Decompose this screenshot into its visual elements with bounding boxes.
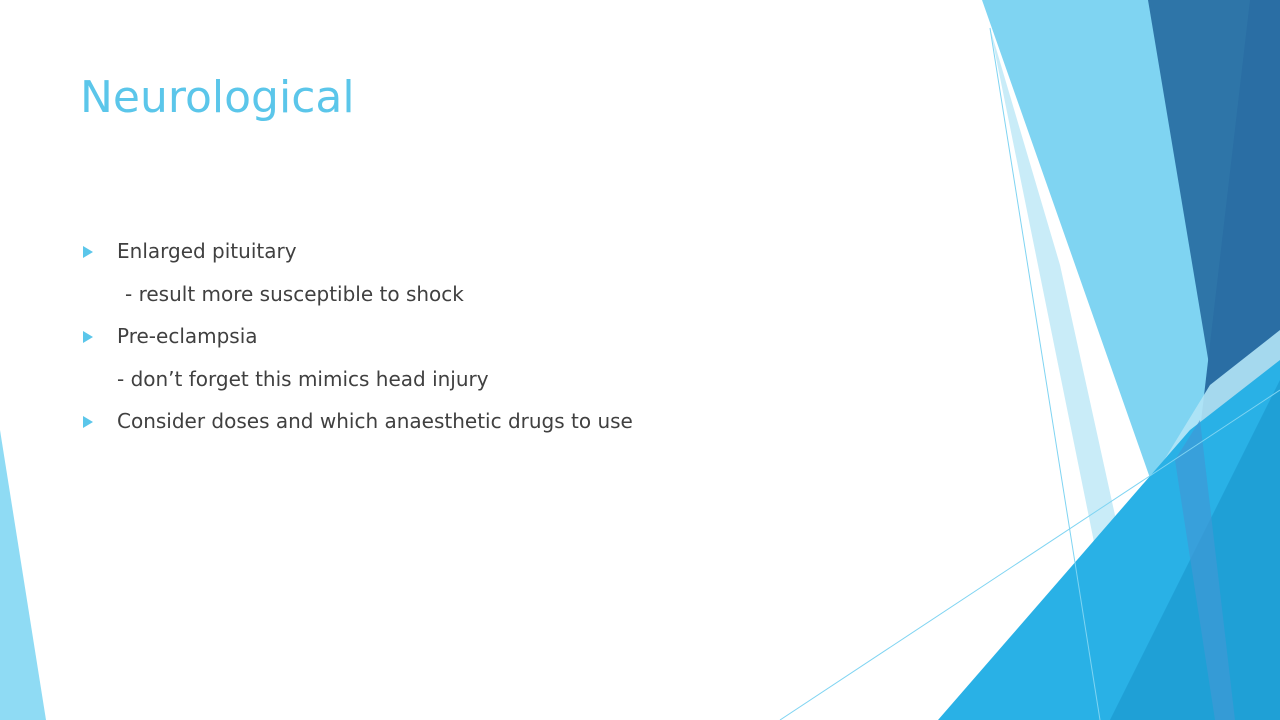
triangle-right-icon: [83, 416, 93, 428]
bullet-text: Enlarged pituitary: [117, 239, 297, 263]
bullet-text: Pre-eclampsia: [117, 324, 258, 348]
sub-item-text: - don’t forget this mimics head injury: [117, 366, 489, 391]
facet-left-sliver: [0, 430, 46, 720]
bullet-text: Consider doses and which anaesthetic drugs to use: [117, 409, 633, 433]
sub-item-susceptible-to-shock: [80, 276, 940, 319]
bullet-list: [80, 233, 940, 446]
bullet-item-enlarged-pituitary: [80, 233, 940, 276]
sub-item-mimics-head-injury: [80, 361, 940, 404]
triangle-right-icon: [83, 246, 93, 258]
slide-title: Neurological: [80, 72, 355, 123]
bullet-item-pre-eclampsia: [80, 318, 940, 361]
bullet-item-consider-doses: [80, 403, 940, 446]
sub-item-text: - result more susceptible to shock: [125, 281, 464, 306]
triangle-right-icon: [83, 331, 93, 343]
